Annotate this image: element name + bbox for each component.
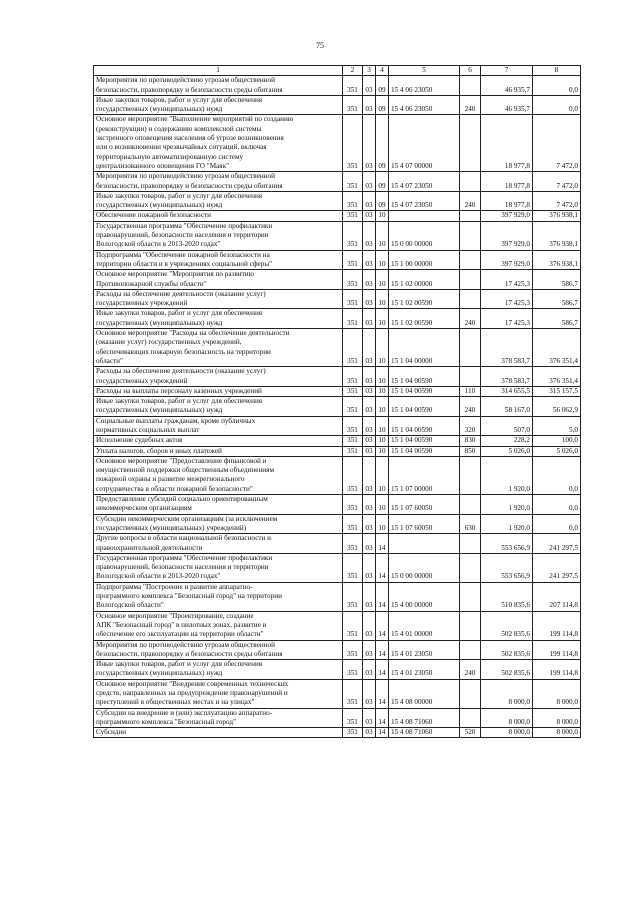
amount-1: 378 583,7 (481, 367, 533, 387)
amount-1: 1 920,0 (481, 495, 533, 515)
code-section: 03 (363, 728, 376, 738)
amount-2: 56 062,9 (533, 397, 581, 417)
amount-2: 0,0 (533, 76, 581, 96)
code-target-article: 15 1 07 60050 (389, 495, 460, 515)
code-section: 03 (363, 436, 376, 446)
code-subsection: 10 (376, 367, 389, 387)
table-row (94, 495, 581, 515)
amount-1: 314 655,5 (481, 386, 533, 396)
code-subsection: 14 (376, 679, 389, 708)
code-target-article: 15 1 07 00000 (389, 456, 460, 494)
amount-2: 5,0 (533, 416, 581, 436)
table-row (94, 456, 581, 494)
amount-2: 8 000,0 (533, 728, 581, 738)
code-target-article: 15 4 06 23050 (389, 76, 460, 96)
amount-2: 207 114,8 (533, 582, 581, 611)
code-target-article: 15 4 01 23050 (389, 640, 460, 660)
code-subsection: 14 (376, 582, 389, 611)
code-grbs: 351 (343, 416, 363, 436)
table-row (94, 660, 581, 680)
item-name: Иные закупки товаров, работ и услуг для обеспечения государственных (муниципальных) нужд (94, 309, 343, 329)
code-target-article: 15 1 02 00590 (389, 289, 460, 309)
code-grbs: 351 (343, 386, 363, 396)
item-name: Государственная программа "Обеспечение профилактики правонарушений, безопасности населения и территории Вологодской области в 2013-2020 годах" (94, 221, 343, 250)
header-col-7: 7 (481, 66, 533, 76)
table-row (94, 416, 581, 436)
amount-2: 586,7 (533, 309, 581, 329)
code-subsection: 10 (376, 386, 389, 396)
code-grbs: 351 (343, 456, 363, 494)
item-name: Социальные выплаты гражданам, кроме публичных нормативных социальных выплат (94, 416, 343, 436)
amount-2: 7 472,0 (533, 191, 581, 211)
code-expense-type (460, 250, 481, 270)
code-target-article: 15 1 02 00000 (389, 270, 460, 290)
amount-2: 586,7 (533, 289, 581, 309)
amount-2: 376 351,4 (533, 329, 581, 367)
amount-2: 376 938,1 (533, 221, 581, 250)
code-section: 03 (363, 221, 376, 250)
table-row (94, 250, 581, 270)
code-target-article: 15 1 04 00590 (389, 397, 460, 417)
amount-2: 376 351,4 (533, 367, 581, 387)
code-target-article: 15 4 08 71060 (389, 728, 460, 738)
code-subsection: 10 (376, 397, 389, 417)
code-section: 03 (363, 172, 376, 192)
amount-1: 228,2 (481, 436, 533, 446)
code-subsection: 14 (376, 534, 389, 554)
code-subsection: 14 (376, 728, 389, 738)
code-target-article: 15 1 04 00590 (389, 386, 460, 396)
code-subsection: 10 (376, 446, 389, 456)
code-grbs: 351 (343, 250, 363, 270)
code-section: 03 (363, 386, 376, 396)
code-target-article: 15 4 01 23050 (389, 660, 460, 680)
table-row (94, 397, 581, 417)
code-target-article (389, 211, 460, 221)
code-expense-type (460, 708, 481, 728)
code-expense-type (460, 495, 481, 515)
code-subsection: 10 (376, 329, 389, 367)
amount-1: 397 929,0 (481, 250, 533, 270)
code-section: 03 (363, 115, 376, 172)
item-name: Основное мероприятие "Внедрение современных технических средств, направленных на предупреждение правонарушений и преступлений в общественных местах и на улицах" (94, 679, 343, 708)
code-subsection: 09 (376, 115, 389, 172)
code-grbs: 351 (343, 367, 363, 387)
code-subsection: 10 (376, 211, 389, 221)
table-row (94, 289, 581, 309)
code-expense-type: 240 (460, 397, 481, 417)
item-name: Государственная программа "Обеспечение профилактики правонарушений, безопасности населения и территории Вологодской области в 2013-2020 годах" (94, 553, 343, 582)
amount-2: 8 000,0 (533, 708, 581, 728)
code-section: 03 (363, 191, 376, 211)
code-expense-type: 520 (460, 728, 481, 738)
amount-1: 502 835,6 (481, 660, 533, 680)
code-target-article: 15 1 04 00000 (389, 329, 460, 367)
table-row (94, 211, 581, 221)
item-name: Мероприятия по противодействию угрозам общественной безопасности, правопорядку и безопасности среды обитания (94, 172, 343, 192)
item-name: Расходы на обеспечение деятельности (оказание услуг) государственных учреждений (94, 367, 343, 387)
code-section: 03 (363, 446, 376, 456)
code-expense-type (460, 270, 481, 290)
amount-1: 502 835,6 (481, 640, 533, 660)
amount-1: 397 929,0 (481, 211, 533, 221)
code-target-article: 15 4 07 23050 (389, 191, 460, 211)
table-row (94, 386, 581, 396)
header-col-3: 3 (363, 66, 376, 76)
table-row (94, 76, 581, 96)
table-row (94, 95, 581, 115)
code-expense-type: 240 (460, 309, 481, 329)
table-row (94, 309, 581, 329)
code-grbs: 351 (343, 221, 363, 250)
code-expense-type (460, 115, 481, 172)
code-subsection: 10 (376, 456, 389, 494)
code-grbs: 351 (343, 553, 363, 582)
code-target-article: 15 4 08 00000 (389, 679, 460, 708)
table-row (94, 446, 581, 456)
amount-1: 553 656,9 (481, 534, 533, 554)
code-expense-type (460, 611, 481, 640)
header-col-1: 1 (94, 66, 343, 76)
amount-2: 241 297,5 (533, 553, 581, 582)
amount-2: 7 472,0 (533, 115, 581, 172)
code-expense-type (460, 456, 481, 494)
code-section: 03 (363, 270, 376, 290)
table-row (94, 191, 581, 211)
code-expense-type: 240 (460, 191, 481, 211)
table-row (94, 679, 581, 708)
code-target-article: 15 1 07 60050 (389, 514, 460, 534)
table-header-row (94, 66, 581, 76)
amount-2: 100,0 (533, 436, 581, 446)
amount-1: 378 583,7 (481, 329, 533, 367)
code-grbs: 351 (343, 446, 363, 456)
page-number: 75 (316, 41, 324, 50)
table-row (94, 329, 581, 367)
table-row (94, 582, 581, 611)
code-section: 03 (363, 553, 376, 582)
item-name: Субсидии (94, 728, 343, 738)
code-section: 03 (363, 416, 376, 436)
table-body (94, 66, 581, 738)
amount-1: 510 835,6 (481, 582, 533, 611)
amount-2: 199 114,8 (533, 640, 581, 660)
code-expense-type (460, 172, 481, 192)
amount-2: 0,0 (533, 456, 581, 494)
code-subsection: 10 (376, 495, 389, 515)
code-subsection: 10 (376, 309, 389, 329)
code-section: 03 (363, 456, 376, 494)
code-section: 03 (363, 640, 376, 660)
code-expense-type (460, 582, 481, 611)
item-name: Обеспечение пожарной безопасности (94, 211, 343, 221)
item-name: Иные закупки товаров, работ и услуг для обеспечения государственных (муниципальных) нужд (94, 95, 343, 115)
table-row (94, 611, 581, 640)
table-row (94, 270, 581, 290)
code-target-article: 15 0 00 00000 (389, 553, 460, 582)
code-target-article: 15 4 07 00000 (389, 115, 460, 172)
code-grbs: 351 (343, 76, 363, 96)
amount-1: 1 920,0 (481, 514, 533, 534)
code-grbs: 351 (343, 534, 363, 554)
code-target-article: 15 1 04 00590 (389, 416, 460, 436)
code-section: 03 (363, 76, 376, 96)
code-section: 03 (363, 367, 376, 387)
amount-2: 199 114,8 (533, 660, 581, 680)
amount-2: 0,0 (533, 514, 581, 534)
code-subsection: 10 (376, 250, 389, 270)
amount-2: 0,0 (533, 495, 581, 515)
amount-1: 58 167,0 (481, 397, 533, 417)
code-grbs: 351 (343, 582, 363, 611)
code-subsection: 14 (376, 660, 389, 680)
header-col-8: 8 (533, 66, 581, 76)
code-section: 03 (363, 534, 376, 554)
amount-1: 502 835,6 (481, 611, 533, 640)
code-expense-type (460, 221, 481, 250)
code-section: 03 (363, 679, 376, 708)
item-name: Основное мероприятие "Расходы на обеспечение деятельности (оказание услуг) государственных учреждений, обеспечивающих пожарную безопасность на территории области" (94, 329, 343, 367)
code-expense-type: 630 (460, 514, 481, 534)
code-subsection: 09 (376, 76, 389, 96)
code-target-article: 15 4 08 71060 (389, 708, 460, 728)
item-name: Мероприятия по противодействию угрозам общественной безопасности, правопорядку и безопасности среды обитания (94, 640, 343, 660)
header-col-2: 2 (343, 66, 363, 76)
code-subsection: 14 (376, 708, 389, 728)
amount-2: 315 157,5 (533, 386, 581, 396)
code-grbs: 351 (343, 514, 363, 534)
code-section: 03 (363, 708, 376, 728)
item-name: Мероприятия по противодействию угрозам общественной безопасности, правопорядку и безопасности среды обитания (94, 76, 343, 96)
amount-1: 507,0 (481, 416, 533, 436)
code-target-article: 15 4 01 00000 (389, 611, 460, 640)
code-target-article: 15 1 02 00590 (389, 309, 460, 329)
table-row (94, 553, 581, 582)
item-name: Расходы на обеспечение деятельности (оказание услуг) государственных учреждений (94, 289, 343, 309)
code-section: 03 (363, 309, 376, 329)
code-expense-type (460, 640, 481, 660)
amount-1: 8 000,0 (481, 728, 533, 738)
code-grbs: 351 (343, 191, 363, 211)
amount-1: 18 977,8 (481, 172, 533, 192)
code-expense-type (460, 211, 481, 221)
code-grbs: 351 (343, 611, 363, 640)
code-target-article: 15 1 04 00590 (389, 446, 460, 456)
code-grbs: 351 (343, 172, 363, 192)
amount-2: 0,0 (533, 95, 581, 115)
code-section: 03 (363, 329, 376, 367)
code-subsection: 10 (376, 270, 389, 290)
item-name: Расходы на выплаты персоналу казенных учреждений (94, 386, 343, 396)
item-name: Другие вопросы в области национальной безопасности и правоохранительной деятельности (94, 534, 343, 554)
code-subsection: 14 (376, 640, 389, 660)
amount-1: 46 935,7 (481, 95, 533, 115)
code-grbs: 351 (343, 309, 363, 329)
code-expense-type (460, 534, 481, 554)
code-target-article (389, 534, 460, 554)
amount-1: 17 425,3 (481, 270, 533, 290)
amount-1: 18 977,8 (481, 191, 533, 211)
item-name: Иные закупки товаров, работ и услуг для обеспечения государственных (муниципальных) нужд (94, 660, 343, 680)
code-target-article: 15 4 06 23050 (389, 95, 460, 115)
amount-2: 241 297,5 (533, 534, 581, 554)
code-grbs: 351 (343, 115, 363, 172)
header-col-4: 4 (376, 66, 389, 76)
code-grbs: 351 (343, 211, 363, 221)
header-col-6: 6 (460, 66, 481, 76)
amount-1: 18 977,8 (481, 115, 533, 172)
amount-1: 8 000,0 (481, 679, 533, 708)
code-expense-type: 240 (460, 660, 481, 680)
code-subsection: 10 (376, 416, 389, 436)
code-section: 03 (363, 250, 376, 270)
item-name: Подпрограмма "Обеспечение пожарной безопасности на территории области и в учреждениях социальной сферы" (94, 250, 343, 270)
code-expense-type: 240 (460, 95, 481, 115)
table-row (94, 708, 581, 728)
code-section: 03 (363, 397, 376, 417)
amount-2: 8 000,0 (533, 679, 581, 708)
code-expense-type (460, 76, 481, 96)
code-subsection: 14 (376, 611, 389, 640)
code-subsection: 09 (376, 95, 389, 115)
code-subsection: 10 (376, 289, 389, 309)
code-subsection: 14 (376, 553, 389, 582)
item-name: Основное мероприятие "Мероприятия по развитию Противопожарной службы области" (94, 270, 343, 290)
code-section: 03 (363, 582, 376, 611)
code-expense-type (460, 367, 481, 387)
item-name: Субсидии некоммерческим организациям (за исключением государственных (муниципальных) учреждений) (94, 514, 343, 534)
code-subsection: 10 (376, 436, 389, 446)
amount-1: 17 425,3 (481, 309, 533, 329)
code-grbs: 351 (343, 270, 363, 290)
code-subsection: 09 (376, 191, 389, 211)
item-name: Иные закупки товаров, работ и услуг для обеспечения государственных (муниципальных) нужд (94, 191, 343, 211)
budget-table (93, 65, 581, 738)
amount-2: 586,7 (533, 270, 581, 290)
code-expense-type (460, 679, 481, 708)
code-expense-type: 830 (460, 436, 481, 446)
table-row (94, 728, 581, 738)
amount-1: 553 656,9 (481, 553, 533, 582)
item-name: Уплата налогов, сборов и иных платежей (94, 446, 343, 456)
amount-1: 1 920,0 (481, 456, 533, 494)
item-name: Подпрограмма "Построение и развитие аппаратно- программного комплекса "Безопасный город" на территории Вологодской области" (94, 582, 343, 611)
amount-1: 8 000,0 (481, 708, 533, 728)
code-target-article: 15 1 04 00590 (389, 436, 460, 446)
table-row (94, 514, 581, 534)
table-row (94, 221, 581, 250)
code-grbs: 351 (343, 397, 363, 417)
code-expense-type (460, 553, 481, 582)
item-name: Основное мероприятие "Проектирование, создание АПК "Безопасный город" в пилотных зонах, развитие и обеспечение его эксплуатации на территории области" (94, 611, 343, 640)
code-grbs: 351 (343, 660, 363, 680)
amount-1: 46 935,7 (481, 76, 533, 96)
code-subsection: 10 (376, 221, 389, 250)
code-grbs: 351 (343, 640, 363, 660)
code-target-article: 15 4 00 00000 (389, 582, 460, 611)
code-grbs: 351 (343, 495, 363, 515)
code-grbs: 351 (343, 436, 363, 446)
code-grbs: 351 (343, 708, 363, 728)
code-expense-type (460, 289, 481, 309)
code-section: 03 (363, 514, 376, 534)
amount-2: 199 114,8 (533, 611, 581, 640)
table-row (94, 640, 581, 660)
amount-1: 17 425,3 (481, 289, 533, 309)
code-section: 03 (363, 495, 376, 515)
item-name: Исполнение судебных актов (94, 436, 343, 446)
code-expense-type (460, 329, 481, 367)
table-row (94, 436, 581, 446)
item-name: Субсидии на внедрение и (или) эксплуатацию аппаратно- программного комплекса "Безопасный город" (94, 708, 343, 728)
item-name: Иные закупки товаров, работ и услуг для обеспечения государственных (муниципальных) нужд (94, 397, 343, 417)
code-target-article: 15 1 00 00000 (389, 250, 460, 270)
amount-1: 397 929,0 (481, 221, 533, 250)
amount-2: 5 026,0 (533, 446, 581, 456)
code-target-article: 15 4 07 23050 (389, 172, 460, 192)
code-section: 03 (363, 289, 376, 309)
code-expense-type: 850 (460, 446, 481, 456)
item-name: Предоставление субсидий социально ориентированным некоммерческим организациям (94, 495, 343, 515)
code-grbs: 351 (343, 679, 363, 708)
amount-2: 7 472,0 (533, 172, 581, 192)
code-section: 03 (363, 611, 376, 640)
table-row (94, 172, 581, 192)
code-expense-type: 320 (460, 416, 481, 436)
code-grbs: 351 (343, 728, 363, 738)
item-name: Основное мероприятие "Предоставление финансовой и имущественной поддержки общественным объединениям пожарной охраны и развитие межрегионального сотрудничества в области пожарной безопасности" (94, 456, 343, 494)
code-section: 03 (363, 660, 376, 680)
table-row (94, 534, 581, 554)
amount-1: 5 026,0 (481, 446, 533, 456)
amount-2: 376 938,1 (533, 250, 581, 270)
code-grbs: 351 (343, 329, 363, 367)
amount-2: 376 938,1 (533, 211, 581, 221)
code-target-article: 15 1 04 00590 (389, 367, 460, 387)
code-subsection: 09 (376, 172, 389, 192)
table-row (94, 115, 581, 172)
item-name: Основное мероприятие "Выполнение мероприятий по созданию (реконструкции) и содержанию комплексной системы экстренного оповещения населения об угрозе возникновения или о возникновении чрезвычайных ситуаций, включая территориальную автоматизированную систему централизованного оповещения ГО "Маяк" (94, 115, 343, 172)
header-col-5: 5 (389, 66, 460, 76)
code-target-article: 15 0 00 00000 (389, 221, 460, 250)
code-grbs: 351 (343, 289, 363, 309)
code-grbs: 351 (343, 95, 363, 115)
code-section: 03 (363, 95, 376, 115)
code-subsection: 10 (376, 514, 389, 534)
code-section: 03 (363, 211, 376, 221)
code-expense-type: 110 (460, 386, 481, 396)
table-row (94, 367, 581, 387)
